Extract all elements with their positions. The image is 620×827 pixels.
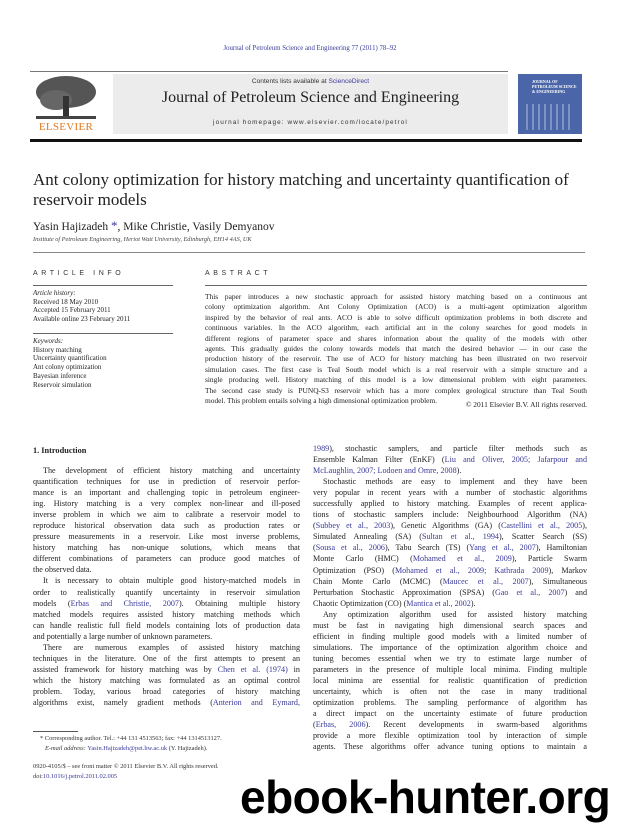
sciencedirect-link[interactable]: ScienceDirect: [328, 78, 370, 85]
text-line: (Erbas, 2006). Recent developments in swarm-based algorithms: [313, 720, 587, 730]
citation-link[interactable]: Anterion and Eymard,: [212, 697, 300, 707]
abstract-line: different regions of parameter space and shares information about the quality of the models with other: [205, 333, 587, 343]
keyword: Bayesian inference: [33, 371, 87, 380]
text-line: pressure measurements in a reservoir. Like most inverse problems,: [33, 532, 300, 542]
keyword: Reservoir simulation: [33, 380, 92, 389]
citation-link[interactable]: Erbas and Christie, 2007: [70, 598, 179, 608]
text-line: the observed data.: [33, 565, 92, 575]
elsevier-logo: [30, 74, 102, 134]
text-line: techniques in the literature. One of the first attempts to present an: [33, 653, 300, 663]
abstract-line: production history of the reservoir. The use of ACO for history matching has been illustrated on two reservoir: [205, 354, 587, 364]
footnote-line: [40, 734, 222, 744]
contents-label: Contents lists available at: [251, 78, 329, 85]
text-line: models (Erbas and Christie, 2007). Obtaining multiple history: [33, 598, 300, 608]
text-line: uncertainty, which is often not the case in many traditional: [313, 687, 587, 697]
text-line: local minima are essential for realistic quantification of prediction: [313, 675, 587, 685]
abstract-line: inspired by the behavior of real ants. ACO is able to solve difficult optimization problems in both discrete and: [205, 312, 587, 322]
keyword: Ant colony optimization: [33, 363, 102, 372]
text-line: optimization problems. The sampling performance of algorithm has: [313, 698, 587, 708]
divider: [30, 139, 582, 142]
author-email-link[interactable]: Yasin.Hajizadeh@pet.hw.ac.uk: [87, 744, 168, 752]
text-line: simulations. The importance of the optimization algorithm choice and: [313, 642, 587, 652]
text-line: McLaughlin, 2007; Lodoen and Omre, 2008).: [313, 466, 462, 476]
text-line: quantification techniques for use in prediction of reservoir perfor-: [33, 477, 300, 487]
abstract-copyright: © 2011 Elsevier B.V. All rights reserved.: [465, 400, 587, 409]
body-column-left: [33, 465, 300, 708]
elsevier-wordmark: ELSEVIER: [38, 121, 94, 133]
citation-link[interactable]: Chen et al. (1974): [217, 664, 288, 674]
text-line: a direct impact on the uncertainty estimate of future production: [313, 709, 587, 719]
corresponding-author-mark[interactable]: *: [111, 218, 118, 233]
citation-link[interactable]: Castellini et al., 2005: [500, 521, 583, 531]
citation-link[interactable]: Sultan et al., 1994: [421, 532, 499, 542]
text-line: reproduce historical observation data such as production rates or: [33, 521, 300, 531]
citation-link[interactable]: Subbey et al., 2003: [315, 521, 391, 531]
text-line: and potentially a large number of unknown parameters.: [33, 631, 213, 641]
keyword: History matching: [33, 345, 82, 354]
text-line: algorithms exist, namely gradient methods (Anterion and Eymard,: [33, 697, 300, 707]
abstract-text: [205, 292, 587, 406]
citation-link[interactable]: Sousa et al., 2006: [315, 543, 385, 553]
text-line: It is necessary to obtain multiple good history-matched models in: [43, 576, 300, 586]
text-line: mance is an important and challenging topic in petroleum engineer-: [33, 488, 300, 498]
text-line: (Sousa et al., 2006), Tabu Search (TS) (Yang et al., 2007), Hamiltonian: [313, 543, 587, 553]
cover-image: [526, 104, 574, 130]
text-line: Simulated Annealing (SA) (Sultan et al., 1994), Scatter Search (SS): [313, 532, 588, 542]
text-line: which the history matching was formulated as an optimal control: [33, 675, 300, 685]
author-list: [33, 218, 275, 234]
doi-line: [33, 772, 219, 782]
text-line: order to realistically quantify uncertainty in reservoir simulation: [33, 587, 300, 597]
text-line: matched models requires assisted history matching methods which: [33, 609, 300, 619]
journal-citation[interactable]: Journal of Petroleum Science and Engineering 77 (2011) 78–92: [223, 45, 397, 52]
article-title: Ant colony optimization for history matching and uncertainty quantification of reservoir models: [33, 170, 569, 209]
divider: [33, 252, 585, 253]
text-line: Stochastic methods are easy to implement and they have been: [323, 477, 587, 487]
citation-link[interactable]: Mohamed et al., 2009: [412, 554, 512, 564]
cover-title: JOURNAL OF PETROLEUM SCIENCE & ENGINEERING: [532, 79, 577, 94]
text-line: can handle realistic full field models containing lots of production data: [33, 620, 300, 630]
history-item: Received 18 May 2010: [33, 297, 99, 306]
history-item: Available online 23 February 2011: [33, 315, 131, 324]
text-line: tuning becomes essential when we try to estimate large number of: [313, 653, 587, 663]
divider: [205, 285, 587, 286]
text-line: Chaotic Optimization (CO) (Mantica et al., 2002).: [313, 598, 476, 608]
journal-cover: [518, 74, 582, 134]
footnote-contact: Corresponding author. Tel.: +44 131 4513563; fax: +44 1314513127.: [43, 735, 222, 742]
footnote: [40, 734, 222, 753]
text-line: parameters in the presence of multiple local minima. Finding multiple: [313, 664, 587, 674]
article-info-heading: ARTICLE INFO: [33, 270, 125, 277]
abstract-heading: ABSTRACT: [205, 270, 272, 277]
abstract-line: colony optimization algorithm. Ant Colony Optimization (ACO) is a multi-agent optimization algorithm: [205, 302, 587, 312]
citation-link[interactable]: Mohamed et al., 2009; Kathrada 2009: [394, 565, 549, 575]
text-line: history matching has non-unique solutions, which means that: [33, 543, 300, 553]
issn-line: 0920-4105/$ – see front matter © 2011 Elsevier B.V. All rights reserved.: [33, 763, 219, 770]
abstract-line: This paper introduces a new stochastic approach for assisted history matching based on a continuous ant: [205, 292, 587, 301]
text-line: efficient in finding multiple good models with a limited number of: [313, 631, 587, 641]
text-line: There are numerous examples of assisted history matching: [43, 642, 300, 652]
front-matter: [33, 762, 219, 781]
text-line: Perturbation Stochastic Approximation (SPSA) (Gao et al., 2007) and: [313, 587, 587, 597]
history-label: Article history:: [33, 289, 76, 297]
keywords: [33, 337, 107, 389]
citation-link[interactable]: Maucec et al., 2007: [442, 576, 529, 586]
text-line: problem. Today, various broad categories of history matching: [33, 686, 300, 696]
divider: [33, 285, 173, 286]
citation-link[interactable]: Mantica et al., 2002: [406, 598, 471, 608]
divider: [30, 71, 508, 72]
abstract-line: single producing well. History matching of this model is a low dimensional problem with eight parameters.: [205, 375, 587, 385]
text-line: tions of stochastic samplers include: Neighbourhood Algorithm (NA): [313, 510, 587, 520]
section-heading: 1. Introduction: [33, 446, 87, 455]
citation-link[interactable]: 1989: [313, 444, 330, 453]
abstract-line: agents. This gradually guides the colony towards models that match the desired behavior — in our case the: [205, 344, 587, 354]
text-line: successfully applied to history matching. Examples of recent applica-: [313, 499, 587, 509]
citation-link[interactable]: Gao et al., 2007: [494, 587, 565, 597]
journal-homepage[interactable]: journal homepage: www.elsevier.com/locate/petrol: [213, 119, 408, 126]
citation-link[interactable]: Yang et al., 2007: [469, 543, 536, 553]
footnote-mark: *: [40, 735, 44, 742]
citation-link[interactable]: Erbas, 2006: [315, 720, 366, 730]
footnote-line: [40, 744, 222, 754]
contents-line: [113, 78, 508, 85]
keywords-label: Keywords:: [33, 337, 64, 345]
history-item: Accepted 15 February 2011: [33, 306, 111, 315]
affiliation: Institute of Petroleum Engineering, Heriot Watt University, Edinburgh, EH14 4AS, UK: [33, 236, 252, 243]
article-history: [33, 289, 130, 324]
author-names: , Mike Christie, Vasily Demyanov: [117, 221, 275, 233]
text-line: must be fast in navigating high dimensional search spaces and: [313, 620, 587, 630]
footnote-divider: [33, 731, 78, 732]
journal-title: Journal of Petroleum Science and Engineering: [161, 89, 460, 106]
text-line: provide a more flexible optimization tool by interaction of simple: [313, 731, 587, 741]
text-line: Monte Carlo (HMC) (Mohamed et al., 2009), Particle Swarm: [313, 554, 587, 564]
text-line: Ensemble Kalman Filter (EnKF) (Liu and Oliver, 2005; Jafarpour and: [313, 455, 588, 465]
journal-banner: [113, 74, 508, 134]
text-line: Chain Monte Carlo (MCMC) (Maucec et al., 2007), Simultaneous: [313, 576, 587, 586]
text-line: The development of efficient history matching and uncertainty: [43, 466, 300, 475]
doi-link[interactable]: 10.1016/j.petrol.2011.02.005: [42, 772, 118, 780]
doi-label: doi:: [33, 772, 43, 780]
abstract-line: model. This problem entails solving a high dimensional optimization problem.: [205, 396, 438, 406]
text-line: 1989), stochastic samplers, and particle filter methods such as: [313, 444, 587, 453]
abstract-line: simulation cases. The first case is Teal South model which is a real reservoir with a simple structure and a: [205, 364, 587, 374]
citation-link[interactable]: Liu and Oliver, 2005; Jafarpour and: [444, 455, 588, 465]
text-line: inverse problem in which we aim to calibrate a reservoir model to: [33, 510, 300, 520]
text-line: very popular in recent years with a number of stochastic algorithms: [313, 488, 587, 498]
author-name: Yasin Hajizadeh: [33, 221, 109, 233]
abstract-line: continuous variables. In the ACO algorithm, each artificial ant in the colony searches for good models in: [205, 323, 587, 333]
divider: [33, 333, 173, 334]
text-line: Optimization (PSO) (Mohamed et al., 2009; Kathrada 2009), Markov: [313, 565, 587, 575]
text-line: Any optimization algorithm used for assisted history matching: [323, 609, 587, 619]
text-line: ing. History matching is a very complex non-linear and ill-posed: [33, 499, 300, 509]
text-line: agents. These algorithms offer advance tuning options to maintain a: [313, 742, 587, 752]
keyword: Uncertainty quantification: [33, 354, 107, 363]
text-line: different combinations of parameters can produce good matches of: [33, 554, 300, 564]
text-line: assisted framework for history matching was by Chen et al. (1974) in: [33, 664, 300, 674]
email-label: E-mail address:: [45, 744, 88, 752]
abstract-line: The second case study is PUNQ-S3 reservoir which has a more complex geological structure than Teal South: [205, 385, 587, 395]
email-suffix: (Y. Hajizadeh).: [167, 744, 208, 752]
citation-link[interactable]: McLaughlin, 2007; Lodoen and Omre, 2008: [313, 466, 457, 476]
body-column-right: [313, 443, 587, 752]
text-line: (Subbey et al., 2003), Genetic Algorithms (GA) (Castellini et al., 2005),: [313, 521, 587, 531]
watermark: ebook-hunter.org: [240, 771, 611, 823]
